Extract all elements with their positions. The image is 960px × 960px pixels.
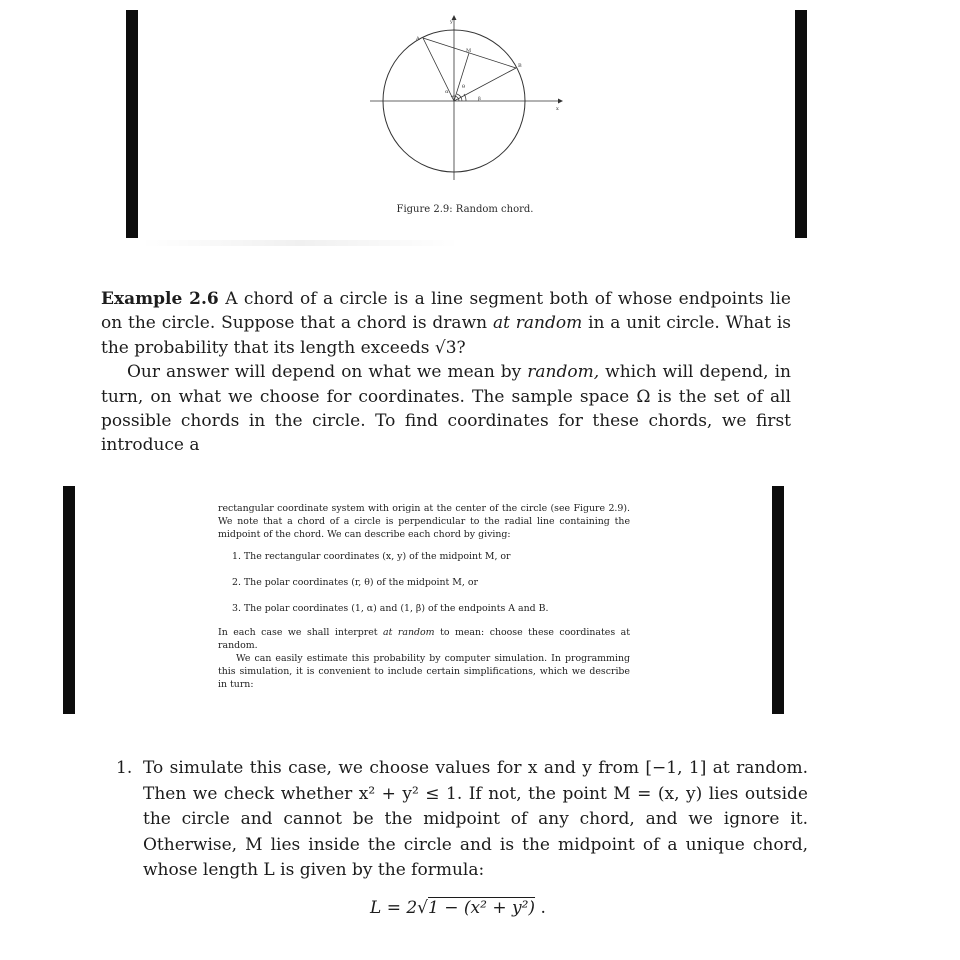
length-formula <box>370 898 546 918</box>
coordinate-item: 3. The polar coordinates (1, α) and (1, β) of the endpoints A and B. <box>232 603 549 614</box>
example-random-word: random, <box>527 362 600 383</box>
x-axis-arrow <box>558 99 563 104</box>
coordinate-item: 1. The rectangular coordinates (x, y) of the midpoint M, or <box>232 551 511 562</box>
point-m-label: M <box>466 48 472 54</box>
small-page <box>218 502 630 691</box>
example-text-1: A chord of a circle is a line segment both of whose endpoints lie on the circle. Suppose that a chord is drawn <box>101 289 791 334</box>
random-chord-figure <box>370 14 570 198</box>
point-b-label: B <box>518 63 522 69</box>
coordinate-item: 2. The polar coordinates (r, θ) of the midpoint M, or <box>232 577 478 588</box>
formula-left: L = 2 <box>370 898 418 918</box>
small-paragraph-3: We can easily estimate this probability by computer simulation. In programming this simulation, it is convenient to include certain simplifications, which we describe in turn: <box>218 653 630 690</box>
example-at-random: at random <box>492 313 583 334</box>
left-bar-middle <box>63 486 75 714</box>
small-text-2b: to mean: choose these coordinates at random. <box>218 627 631 651</box>
small-at-random: at random <box>383 627 435 638</box>
example-block <box>101 287 791 458</box>
example-text-2: in a unit circle. What is the probability that its length exceeds √3? <box>101 313 792 358</box>
right-bar-middle <box>772 486 784 714</box>
small-paragraph-2 <box>218 626 630 652</box>
example-text-3: Our answer will depend on what we mean by <box>127 362 522 383</box>
y-label: y <box>450 19 453 25</box>
example-heading: Example 2.6 <box>101 289 219 309</box>
example-paragraph-2 <box>101 360 791 458</box>
example-text-4: which will depend, in turn, on what we choose for coordinates. The sample space Ω is the set of all possible chords in the circle. To find coordinates for these chords, we first introduce a <box>101 362 791 456</box>
formula-period: . <box>540 898 546 918</box>
sqrt-sign: √ <box>417 898 429 918</box>
item-number: 1. <box>116 758 133 778</box>
item-text: To simulate this case, we choose values for x and y from [−1, 1] at random. Then we check whether x² + y² ≤ 1. If not, the point M = (x, y) lies outside the circle and cannot be the midpoint of any chord, and we ignore it. Otherwise, M lies inside the circle and is the midpoint of a unique chord, whose length L is given by the formula: <box>143 758 808 880</box>
small-paragraph-1: rectangular coordinate system with origin at the center of the circle (see Figure 2.9). We note that a chord of a circle is perpendicular to the radial line containing the midpoint of the chord. We can describe each chord by giving: <box>218 503 630 540</box>
coordinate-list <box>218 550 630 615</box>
figure-caption: Figure 2.9: Random chord. <box>396 204 534 215</box>
simulation-item <box>116 756 808 884</box>
radius-oa <box>423 38 454 101</box>
small-text-2a: In each case we shall interpret <box>218 627 378 638</box>
alpha-label: α <box>445 89 449 95</box>
right-bar-top <box>795 10 807 238</box>
left-bar-top <box>126 10 138 238</box>
beta-label: β <box>478 96 481 102</box>
circle-diagram <box>370 14 570 194</box>
x-label: x <box>556 106 559 112</box>
point-a-label: A <box>416 36 420 42</box>
example-paragraph-1 <box>101 287 791 360</box>
theta-label: θ <box>462 84 466 90</box>
formula-radicand: 1 − (x² + y²) <box>428 898 536 918</box>
scan-smudge <box>140 240 460 246</box>
